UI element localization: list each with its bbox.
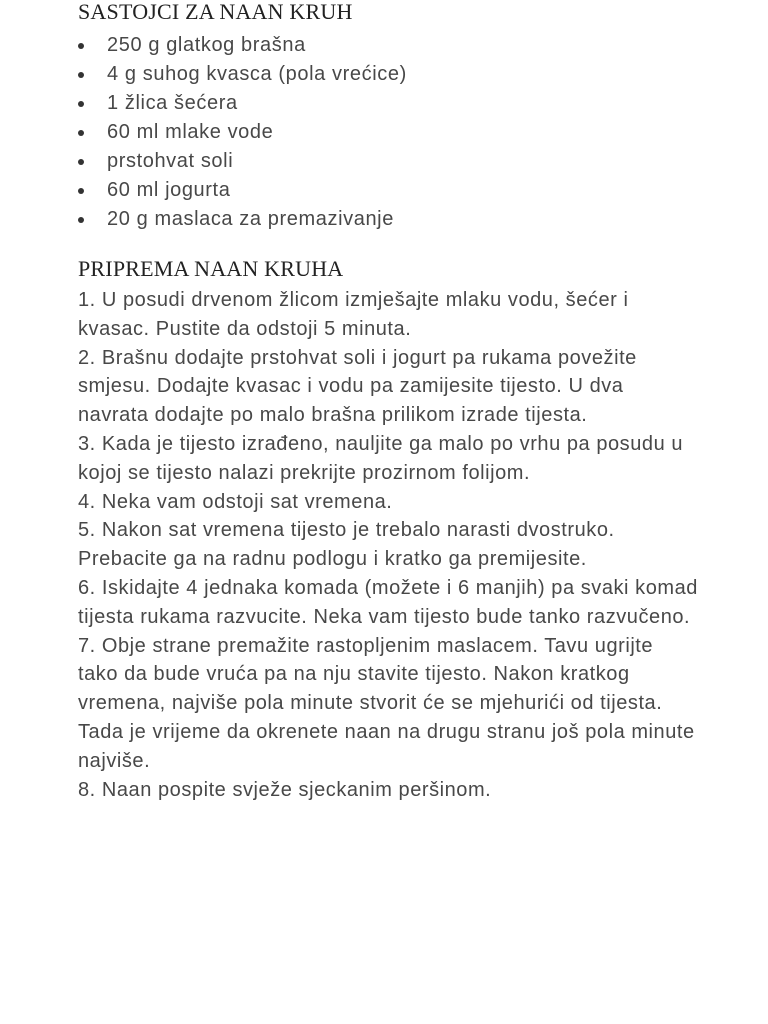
- bullet-icon: [78, 130, 84, 136]
- preparation-step: 2. Brašnu dodajte prstohvat soli i jogurt pa rukama povežite smjesu. Dodajte kvasac i vodu pa zamijesite tijesto. U dva navrata dodajte po malo brašna prilikom izrade tijesta.: [78, 346, 637, 427]
- preparation-step: 1. U posudi drvenom žlicom izmješajte mlaku vodu, šećer i kvasac. Pustite da odstoji 5 minuta.: [78, 289, 629, 340]
- preparation-step: 3. Kada je tijesto izrađeno, nauljite ga malo po vrhu pa posudu u kojoj se tijesto nalazi prekrijte prozirnom folijom.: [78, 432, 684, 484]
- ingredient-item: [78, 176, 748, 205]
- ingredient-item: [78, 205, 748, 234]
- preparation-step: 6. Iskidajte 4 jednaka komada (možete i 6 manjih) pa svaki komad tijesta rukama razvucite. Neka vam tijesto bude tanko razvučeno.: [78, 576, 698, 628]
- preparation-step: 8. Naan pospite svježe sjeckanim peršinom.: [78, 778, 492, 801]
- ingredient-text: 60 ml mlake vode: [107, 121, 274, 143]
- bullet-icon: [78, 159, 84, 165]
- preparation-step: 7. Obje strane premažite rastopljenim maslacem. Tavu ugrijte tako da bude vruća pa na nju stavite tijesto. Nakon kratkog vremena, najviše pola minute stvorit će se mjehurići od tijesta. Tada je vrijeme da okrenete naan na drugu stranu još pola minute najviše.: [78, 634, 695, 772]
- ingredient-item: [78, 60, 748, 89]
- ingredients-heading: SASTOJCI ZA NAAN KRUH: [78, 0, 353, 24]
- preparation-heading: PRIPREMA NAAN KRUHA: [78, 256, 344, 281]
- ingredient-text: 20 g maslaca za premazivanje: [107, 208, 394, 230]
- ingredient-item: [78, 118, 748, 147]
- bullet-icon: [78, 101, 84, 107]
- preparation-step: 4. Neka vam odstoji sat vremena.: [78, 490, 393, 513]
- ingredient-text: 4 g suhog kvasca (pola vrećice): [107, 63, 407, 85]
- ingredient-item: [78, 89, 748, 118]
- ingredient-text: 250 g glatkog brašna: [107, 34, 306, 56]
- ingredient-text: 1 žlica šećera: [107, 92, 238, 114]
- bullet-icon: [78, 72, 84, 78]
- bullet-icon: [78, 43, 84, 49]
- ingredient-item: [78, 31, 748, 60]
- ingredient-text: prstohvat soli: [107, 150, 234, 172]
- ingredients-list: [78, 31, 748, 234]
- bullet-icon: [78, 217, 84, 223]
- bullet-icon: [78, 188, 84, 194]
- preparation-step: 5. Nakon sat vremena tijesto je trebalo narasti dvostruko. Prebacite ga na radnu podlogu i kratko ga premijesite.: [78, 519, 615, 571]
- ingredient-item: [78, 147, 748, 176]
- preparation-steps: [78, 286, 698, 804]
- ingredient-text: 60 ml jogurta: [107, 179, 231, 201]
